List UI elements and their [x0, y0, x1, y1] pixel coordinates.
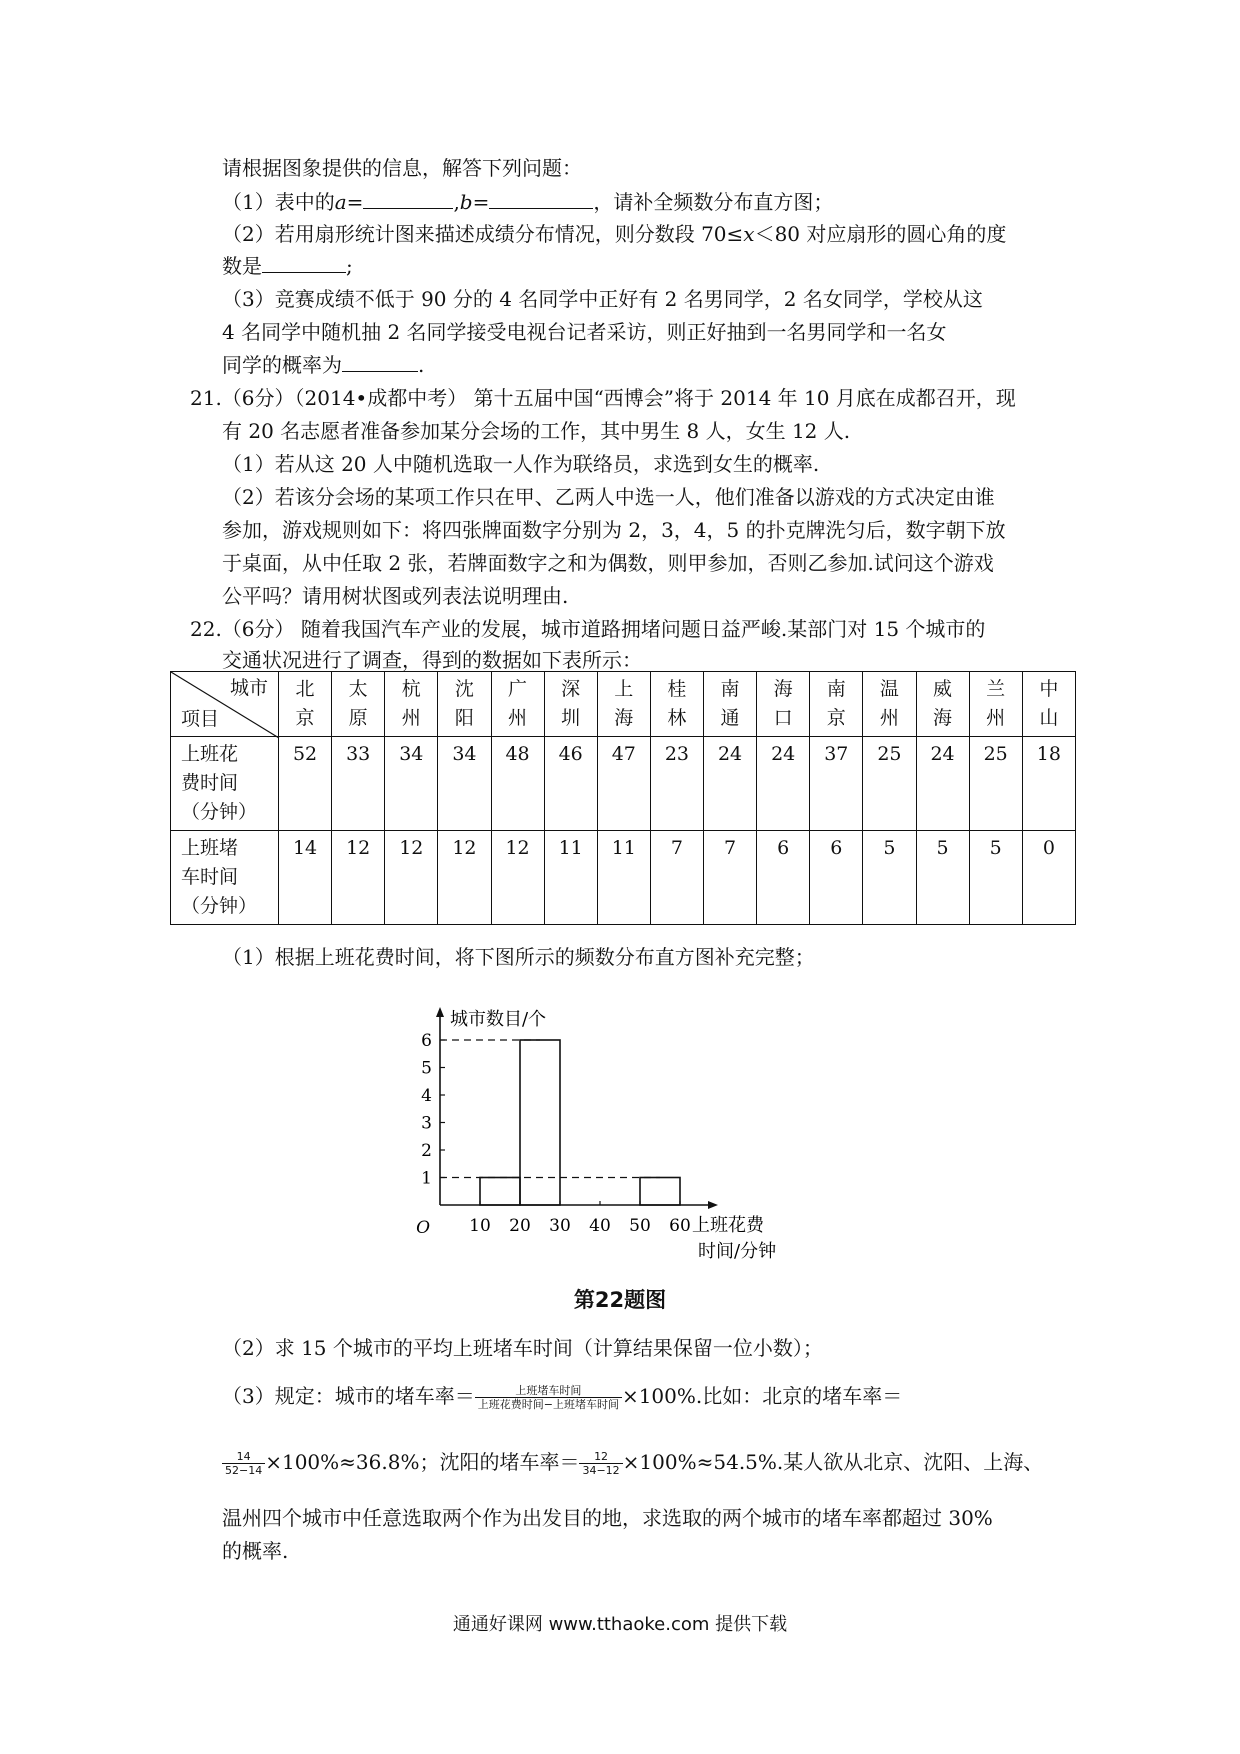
q22-line1: 22.（6分） 随着我国汽车产业的发展，城市道路拥堵问题日益严峻.某部门对 15 个城市的	[190, 617, 986, 641]
q20-part2-line1: （2）若用扇形统计图来描述成绩分布情况，则分数段 70≤x＜80 对应扇形的圆心角的度	[222, 222, 1007, 246]
table-cell: 11	[544, 831, 597, 925]
table-cell: 24	[704, 737, 757, 831]
q21-line2: 有 20 名志愿者准备参加某分会场的工作，其中男生 8 人，女生 12 人.	[222, 419, 851, 443]
row-label-commute-time: 上班花 费时间 （分钟）	[171, 737, 279, 831]
q22-part3-line3: 温州四个城市中任意选取两个作为出发目的地，求选取的两个城市的堵车率都超过 30%	[222, 1506, 993, 1530]
table-cell: 7	[650, 831, 703, 925]
table-cell: 25	[969, 737, 1022, 831]
q22-part3-line4: 的概率.	[222, 1539, 289, 1563]
city-header-cell: 桂 林	[650, 672, 703, 737]
congestion-rate-formula: $\frac{\text{上班堵车时间}}{\text{上班花费时间−上班堵车时间}}$	[475, 1384, 622, 1411]
table-cell: 5	[863, 831, 916, 925]
x-tick-label: 30	[549, 1216, 571, 1236]
q22-part1: （1）根据上班花费时间，将下图所示的频数分布直方图补充完整；	[222, 945, 815, 969]
y-tick-label: 5	[421, 1058, 432, 1079]
histogram-bar	[520, 1040, 560, 1205]
city-header-cell: 温 州	[863, 672, 916, 737]
table-cell: 23	[650, 737, 703, 831]
table-cell: 5	[969, 831, 1022, 925]
table-header-row	[171, 672, 1076, 737]
q22-part3-line2: $\frac{14}{52-14}$ ×100%≈36.8%；沈阳的堵车率＝ $\frac{12}{34-12}$ ×100%≈54.5%.某人欲从北京、沈阳、上海、	[222, 1448, 1043, 1477]
table-cell: 33	[332, 737, 385, 831]
q22-part2: （2）求 15 个城市的平均上班堵车时间（计算结果保留一位小数）；	[222, 1336, 823, 1360]
table-cell: 37	[810, 737, 863, 831]
table-cell: 24	[757, 737, 810, 831]
traffic-data-table	[170, 671, 1076, 925]
commute-time-histogram	[416, 1005, 800, 1275]
city-header-cell: 南 京	[810, 672, 863, 737]
q20-part2-line2: 数是 ;	[222, 254, 353, 278]
y-tick-label: 6	[421, 1031, 432, 1051]
city-header-cell: 深 圳	[544, 672, 597, 737]
table-cell: 6	[757, 831, 810, 925]
answer-blank-angle	[262, 252, 346, 273]
city-header-cell: 杭 州	[385, 672, 438, 737]
city-header-cell: 中 山	[1022, 672, 1075, 737]
table-row-commute-time	[171, 737, 1076, 831]
y-tick-label: 3	[421, 1113, 432, 1134]
city-header-cell: 海 口	[757, 672, 810, 737]
answer-blank-a	[363, 188, 453, 209]
q22-part3-line1: （3）规定：城市的堵车率＝ $\frac{\text{上班堵车时间}}{\text{上班花费时间−上班堵车时间}}$ ×100%.比如：北京的堵车率＝	[222, 1384, 903, 1411]
row-label-congestion-time: 上班堵 车时间 （分钟）	[171, 831, 279, 925]
x-tick-label: 60	[669, 1216, 691, 1236]
x-tick-label: 10	[469, 1216, 491, 1236]
city-header-cell: 北 京	[279, 672, 332, 737]
table-row-congestion-time	[171, 831, 1076, 925]
q21-line6: 于桌面，从中任取 2 张，若牌面数字之和为偶数，则甲参加，否则乙参加.试问这个游戏	[222, 551, 994, 575]
table-cell: 12	[491, 831, 544, 925]
y-tick-label: 4	[421, 1086, 432, 1106]
q20-intro: 请根据图象提供的信息，解答下列问题：	[222, 156, 582, 180]
table-cell: 12	[332, 831, 385, 925]
table-cell: 6	[810, 831, 863, 925]
x-axis-arrow	[708, 1201, 718, 1209]
city-header-cell: 上 海	[597, 672, 650, 737]
q20-part1: （1）表中的a= ,b= ，请补全频数分布直方图；	[222, 190, 834, 214]
x-tick-label: 20	[509, 1216, 531, 1236]
figure-caption: 第22题图	[573, 1288, 667, 1312]
table-cell: 52	[279, 737, 332, 831]
q22-line2: 交通状况进行了调查，得到的数据如下表所示：	[222, 648, 642, 672]
table-cell: 5	[916, 831, 969, 925]
histogram-bar	[640, 1178, 680, 1206]
city-header-cell: 南 通	[704, 672, 757, 737]
q20-part3-line1: （3）竞赛成绩不低于 90 分的 4 名同学中正好有 2 名男同学，2 名女同学，学校从这	[222, 287, 983, 311]
table-cell: 34	[438, 737, 491, 831]
table-cell: 46	[544, 737, 597, 831]
q20-part3-line2: 4 名同学中随机抽 2 名同学接受电视台记者采访，则正好抽到一名男同学和一名女	[222, 320, 947, 344]
origin-label: O	[416, 1218, 430, 1238]
city-header-cell: 兰 州	[969, 672, 1022, 737]
q20-part3-line3: 同学的概率为 .	[222, 353, 425, 377]
beijing-rate-fraction: $\frac{14}{52-14}$	[222, 1450, 265, 1477]
x-tick-label: 50	[629, 1216, 651, 1236]
y-tick-label: 2	[421, 1141, 432, 1161]
table-corner-cell: 城市 项目	[171, 672, 279, 737]
q21-line7: 公平吗？请用树状图或列表法说明理由.	[222, 584, 569, 608]
table-cell: 12	[385, 831, 438, 925]
table-cell: 18	[1022, 737, 1075, 831]
city-header-cell: 广 州	[491, 672, 544, 737]
city-header-cell: 沈 阳	[438, 672, 491, 737]
y-axis-arrow	[436, 1007, 444, 1017]
q21-line1: 21.（6分）（2014•成都中考） 第十五届中国“西博会”将于 2014 年 10 月底在成都召开，现	[190, 386, 1016, 410]
page-footer: 通通好课网 www.tthaoke.com 提供下载	[452, 1614, 788, 1635]
q21-line3: （1）若从这 20 人中随机选取一人作为联络员，求选到女生的概率.	[222, 452, 820, 476]
answer-blank-probability	[342, 351, 418, 372]
table-cell: 47	[597, 737, 650, 831]
city-header-cell: 威 海	[916, 672, 969, 737]
table-cell: 48	[491, 737, 544, 831]
table-cell: 34	[385, 737, 438, 831]
table-cell: 25	[863, 737, 916, 831]
city-header-cell: 太 原	[332, 672, 385, 737]
q21-line4: （2）若该分会场的某项工作只在甲、乙两人中选一人，他们准备以游戏的方式决定由谁	[222, 485, 995, 509]
shenyang-rate-fraction: $\frac{12}{34-12}$	[579, 1450, 622, 1477]
table-cell: 11	[597, 831, 650, 925]
x-axis-title-line1: 上班花费	[692, 1215, 764, 1236]
q21-line5: 参加，游戏规则如下：将四张牌面数字分别为 2，3，4，5 的扑克牌洗匀后，数字朝下放	[222, 518, 1006, 542]
y-axis-title: 城市数目/个	[450, 1009, 547, 1030]
x-tick-label: 40	[589, 1216, 611, 1236]
x-axis-title-line2: 时间/分钟	[698, 1241, 777, 1262]
answer-blank-b	[489, 188, 593, 209]
table-cell: 0	[1022, 831, 1075, 925]
table-cell: 7	[704, 831, 757, 925]
histogram-bar	[480, 1178, 520, 1206]
y-tick-label: 1	[421, 1168, 432, 1189]
table-cell: 24	[916, 737, 969, 831]
table-cell: 14	[279, 831, 332, 925]
table-cell: 12	[438, 831, 491, 925]
